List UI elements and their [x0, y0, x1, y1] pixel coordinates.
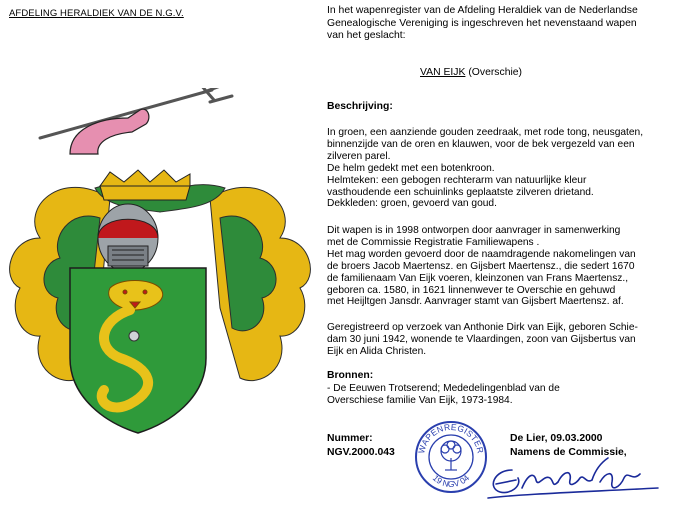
intro-line: Genealogische Vereniging is ingeschreven het nevenstaand wapen [327, 17, 637, 29]
helmet-icon [98, 204, 158, 272]
number-label: Nummer: [327, 433, 373, 444]
sources-line: - De Eeuwen Trotserend; Mededelingenblad van de [327, 383, 560, 394]
description-line: vasthoudende een schuinlinks geplaatste zilveren drietand. [327, 186, 594, 198]
description-title: Beschrijving: [327, 101, 393, 112]
number-value: NGV.2000.043 [327, 447, 395, 458]
stamp-top-text: WAPENREGISTER [416, 421, 486, 455]
crown-icon [100, 170, 190, 200]
commission-label: Namens de Commissie, [510, 447, 627, 458]
department-title: AFDELING HERALDIEK VAN DE N.G.V. [9, 8, 184, 19]
place-date: De Lier, 09.03.2000 [510, 433, 603, 444]
registration-line: dam 30 juni 1942, wonende te Vlaardingen, zoon van Gijsbertus van [327, 333, 636, 345]
description-line: Helmteken: een gebogen rechterarm van natuurlijke kleur [327, 174, 587, 186]
sources-line: Overschiese familie Van Eijk, 1973-1984. [327, 394, 513, 406]
history-line: de familienaam Van Eijk voeren, kleinzonen van Frans Maertensz., [327, 272, 629, 284]
history-line: met Heijltgen Jansdr. Aanvrager stamt van Gijsbert Maertensz. af. [327, 296, 624, 308]
history-text [327, 225, 682, 308]
description-text [327, 127, 682, 210]
arm-icon [70, 109, 149, 154]
description-line: In groen, een aanziende gouden zeedraak, met rode tong, neusgaten, [327, 127, 644, 138]
description-line: binnenzijde van de oren en klauwen, voor de bek vergezeld van een [327, 138, 635, 150]
family-name: VAN EIJK [420, 67, 466, 78]
intro-line: In het wapenregister van de Afdeling Heraldiek van de Nederlandse [327, 5, 638, 16]
description-line: Dekkleden: groen, gevoerd van goud. [327, 198, 497, 210]
svg-text:19 NGV 04 [431, 473, 472, 489]
intro-text [327, 5, 682, 43]
registration-line: Geregistreerd op verzoek van Anthonie Dirk van Eijk, geboren Schie- [327, 322, 638, 333]
description-line: zilveren parel. [327, 150, 391, 162]
history-line: Het mag worden gevoerd door de naamdragende nakomelingen van [327, 248, 636, 260]
coat-of-arms [0, 88, 320, 508]
family-place: (Overschie) [468, 67, 523, 78]
sources-title: Bronnen: [327, 370, 374, 381]
intro-line: van het geslacht: [327, 30, 406, 42]
tree-icon [441, 441, 461, 470]
description-line: De helm gedekt met een botenkroon. [327, 162, 495, 174]
history-line: geboren ca. 1580, in 1621 linnenwever te Overschie en gehuwd [327, 284, 616, 296]
stamp-bottom-text: 19 NGV 04 [430, 472, 472, 490]
signature [482, 448, 662, 508]
registration-line: Eijk en Alida Christen. [327, 345, 427, 357]
pearl-icon [129, 331, 139, 341]
history-line: de broers Jacob Maertensz. en Gijsbert Maertensz., die sedert 1670 [327, 260, 635, 272]
sources-text [327, 383, 682, 407]
history-line: Dit wapen is in 1998 ontworpen door aanvrager in samenwerking [327, 225, 621, 236]
registration-text [327, 322, 682, 358]
register-stamp [414, 420, 488, 494]
history-line: met de Commissie Registratie Familiewapens . [327, 236, 540, 248]
family-name-line [420, 67, 522, 78]
